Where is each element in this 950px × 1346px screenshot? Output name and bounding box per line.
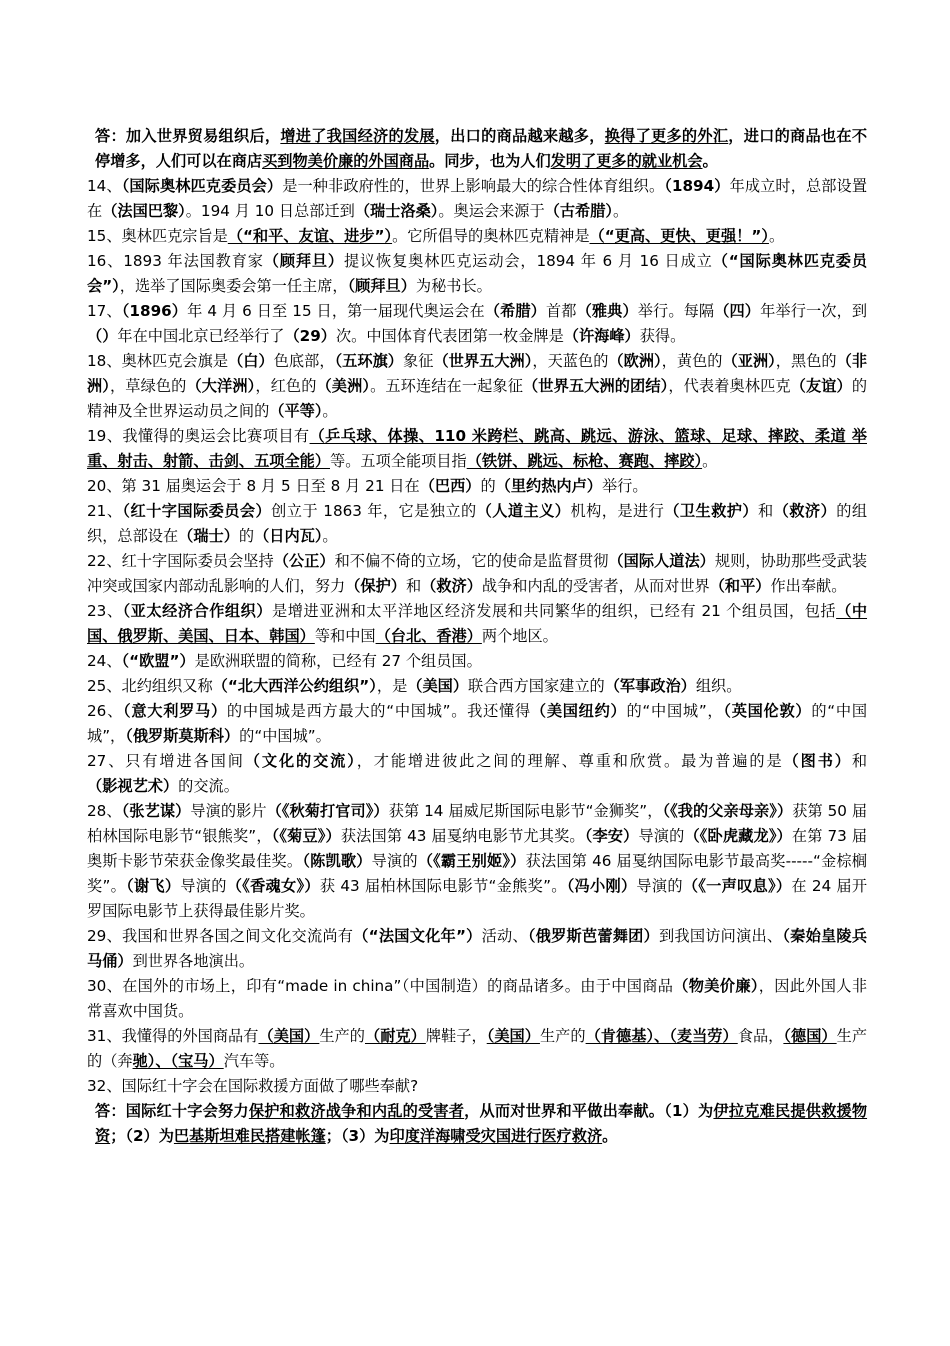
text-run: 。五环连结在一起象征: [370, 377, 523, 395]
text-run: 导演的: [638, 827, 685, 845]
text-run: 等和中国: [314, 627, 376, 645]
text-run: ，黄色的: [661, 352, 723, 370]
paragraph-21: [87, 499, 867, 549]
text-run: 生产的（奔: [87, 1027, 868, 1070]
text-run: 联合西方国家建立的: [468, 677, 605, 695]
text-run: （《霸王别姬》）: [417, 852, 526, 870]
text-run: （俄罗斯莫斯科）: [125, 727, 240, 745]
text-run: 年在中国北京已经举行了: [117, 327, 285, 345]
text-run: （《卧虎藏龙》）: [684, 827, 792, 845]
text-run: （美国）: [407, 677, 469, 695]
text-run: （亚洲）: [722, 352, 776, 370]
text-run: 举行。: [601, 477, 648, 495]
text-run: （1896）: [121, 302, 188, 320]
text-run: （物美价廉）: [673, 977, 759, 995]
text-run: 20、第 31 届奥运会于 8 月 5 日至 8 月 21 日在: [87, 477, 420, 495]
text-run: 到世界各地演出。: [132, 952, 255, 970]
text-run: 的: [480, 477, 496, 495]
text-run: （美国）: [258, 1027, 320, 1045]
text-run: （《菊豆》）: [271, 827, 341, 845]
text-run: （希腊）: [484, 302, 546, 320]
text-run: 保护和救济战争和内乱的受害者: [248, 1102, 465, 1120]
text-run: （《我的父亲母亲》）: [662, 802, 793, 820]
text-run: 巴基斯坦难民搭建帐篷: [173, 1127, 326, 1145]
text-run: （“更高、更快、更强！”）: [589, 227, 769, 245]
text-run: 。: [322, 527, 338, 545]
text-run: 获第 14 届威尼斯国际电影节“金狮奖”，: [388, 802, 663, 820]
text-run: （图书）: [783, 752, 852, 770]
text-run: （“国际奥林匹克委员会”）: [87, 252, 868, 295]
paragraph-20: [87, 474, 867, 499]
text-run: 获第 50 届柏林国际电影节“银熊奖”，: [87, 802, 868, 845]
text-run: 等。五项全能项目指: [330, 452, 467, 470]
paragraph-19: [87, 424, 867, 474]
text-run: 是欧洲联盟的简称，已经有 27 个组员国。: [194, 652, 482, 670]
text-run: （乒乓球、体操、110 米跨栏、跳高、跳远、游泳、篮球、足球、摔跤、柔道 举重、射击、射箭、击剑、五项全能）: [87, 427, 867, 470]
text-run: ，从而对世界和平做出奉献。（1）为: [464, 1102, 714, 1120]
text-run: （世界五大洲）: [433, 352, 533, 370]
text-run: （《秋菊打官司》）: [266, 802, 389, 820]
paragraph-18: [87, 349, 867, 424]
text-run: （保护）: [345, 577, 406, 595]
text-run: （友谊）: [790, 377, 852, 395]
text-run: 获得。: [639, 327, 686, 345]
text-run: 作出奉献。: [770, 577, 847, 595]
text-run: （里约热内卢）: [495, 477, 602, 495]
text-run: （瑞士洛桑）: [354, 202, 439, 220]
text-run: 到我国访问演出、: [659, 927, 783, 945]
text-run: （军事政治）: [604, 677, 696, 695]
text-run: （台北、香港）: [375, 627, 482, 645]
text-run: 象征: [403, 352, 434, 370]
text-run: （冯小刚）: [566, 877, 637, 895]
text-run: 的组织，总部设在: [87, 502, 868, 545]
text-run: 的“中国城”，: [626, 702, 724, 720]
text-run: 答：国际红十字会努力: [95, 1102, 249, 1120]
paragraph-24: [87, 649, 867, 674]
text-run: 30、在国外的市场上，印有“made in china”（中国制造）的商品诸多。由于中国商品: [87, 977, 674, 995]
text-run: 16、1893 年法国教育家: [87, 252, 264, 270]
paragraph-17: [87, 299, 867, 349]
text-run: （和平）: [709, 577, 771, 595]
text-run: 生产的: [539, 1027, 586, 1045]
text-run: ；（3）为: [325, 1127, 390, 1145]
text-run: 19、我懂得的奥运会比赛项目有: [87, 427, 310, 445]
text-run: （德国）: [783, 1027, 837, 1045]
text-run: （铁饼、跳远、标枪、赛跑、摔跤）: [466, 452, 703, 470]
text-run: 。: [602, 1127, 618, 1145]
text-run: （美洲）: [316, 377, 371, 395]
text-run: 为秘书长。: [415, 277, 492, 295]
text-run: 两个地区。: [481, 627, 558, 645]
text-run: （“和平、友谊、进步”）: [227, 227, 393, 245]
text-run: （大洋洲）: [186, 377, 256, 395]
text-run: （1894）: [664, 177, 730, 195]
text-run: （平等）: [269, 402, 323, 420]
text-run: ，黑色的: [775, 352, 837, 370]
text-run: ，草绿色的: [109, 377, 187, 395]
text-run: 获法国第 43 届戛纳电影节尤其奖。: [340, 827, 585, 845]
text-run: （谢飞）: [126, 877, 181, 895]
text-run: 的: [238, 527, 255, 545]
text-run: 。: [702, 452, 718, 470]
text-run: 和不偏不倚的立场，它的使命是监督贯彻: [334, 552, 609, 570]
text-run: （陈凯歌）: [302, 852, 372, 870]
text-run: 提议恢复奥林匹克运动会，1894 年 6 月 16 日成立: [343, 252, 713, 270]
text-run: 是增进亚洲和太平洋地区经济发展和共同繁华的组织，已经有 21 个组员国，包括: [272, 602, 837, 620]
text-run: 18、奥林匹克会旗是: [87, 352, 229, 370]
text-run: 28、: [87, 802, 122, 820]
text-run: （《香魂女》）: [226, 877, 320, 895]
text-run: ，是: [376, 677, 408, 695]
paragraph-16: [87, 249, 867, 299]
text-run: ，进口的商品也在不停增多，人们可以在商店: [95, 127, 868, 170]
text-run: 。它所倡导的奥林匹克精神是: [392, 227, 590, 245]
text-run: 和: [758, 502, 774, 520]
text-run: 的中国城是西方最大的“中国城”。我还懂得: [226, 702, 531, 720]
text-run: 32、国际红十字会在国际救援方面做了哪些奉献?: [87, 1077, 419, 1095]
text-run: 增进了我国经济的发展: [280, 127, 435, 145]
text-run: 15、奥林匹克宗旨是: [87, 227, 228, 245]
text-run: 导演的: [371, 852, 418, 870]
text-run: 。奥运会来源于: [438, 202, 545, 220]
text-run: 21、: [87, 502, 123, 520]
text-run: （29）: [284, 327, 336, 345]
text-run: （英国伦敦）: [723, 702, 812, 720]
text-run: 。: [613, 202, 629, 220]
text-run: 的交流。: [178, 777, 239, 795]
text-run: （白）: [228, 352, 274, 370]
text-run: ，出口的商品越来越多，: [434, 127, 605, 145]
text-run: 导演的: [636, 877, 683, 895]
text-run: 组织。: [695, 677, 742, 695]
text-run: （顾拜旦）: [347, 277, 416, 295]
text-run: （）: [87, 327, 118, 345]
text-run: （秦始皇陵兵马俑）: [87, 927, 868, 970]
text-run: （“法国文化年”）: [353, 927, 482, 945]
paragraph-15: [87, 224, 867, 249]
text-run: （国际人道法）: [608, 552, 715, 570]
text-run: 色底部，: [273, 352, 335, 370]
text-run: （亚太经济合作组织）: [122, 602, 273, 620]
text-run: 汽车等。: [223, 1052, 285, 1070]
text-run: 牌鞋子，: [425, 1027, 487, 1045]
text-run: ，红色的: [255, 377, 317, 395]
text-run: 年 4 月 6 日至 15 日，第一届现代奥运会在: [187, 302, 485, 320]
text-run: 25、北约组织又称: [87, 677, 213, 695]
text-run: 31、我懂得的外国商品有: [87, 1027, 259, 1045]
paragraph-30: [87, 974, 867, 1024]
text-run: 29、我国和世界各国之间文化交流尚有: [87, 927, 354, 945]
text-run: （瑞士）: [178, 527, 239, 545]
text-run: 机构，是进行: [570, 502, 665, 520]
paragraph-26: [87, 699, 867, 749]
text-run: （欧洲）: [608, 352, 662, 370]
text-run: ，代表着奥林匹克: [668, 377, 791, 395]
text-run: （意大利罗马）: [123, 702, 227, 720]
text-run: 规则，协助那些受武装冲突或国家内部动乱影响的人们，努力: [87, 552, 868, 595]
text-run: 。: [322, 402, 338, 420]
text-run: （雅典）: [576, 302, 638, 320]
text-run: 23、: [87, 602, 123, 620]
text-run: 的“中国城”。: [239, 727, 331, 745]
text-run: 驰）、（宝马）: [132, 1052, 224, 1070]
text-run: 次。中国体育代表团第一枚金牌是: [335, 327, 564, 345]
text-run: （五环旗）: [334, 352, 404, 370]
text-run: 举行。每隔: [637, 302, 715, 320]
text-run: ，天蓝色的: [532, 352, 609, 370]
text-run: 生产的: [319, 1027, 365, 1045]
text-run: （俄罗斯芭蕾舞团）: [527, 927, 659, 945]
paragraph-29: [87, 924, 867, 974]
text-run: ；（2）为: [110, 1127, 174, 1145]
text-run: 在 24 届开罗国际电影节上获得最佳影片奖。: [87, 877, 868, 920]
text-run: 战争和内乱的受害者，从而对世界: [481, 577, 710, 595]
paragraph-14: [87, 174, 867, 224]
text-run: （影视艺术）: [87, 777, 179, 795]
paragraph-25: [87, 674, 867, 699]
text-run: （张艺谋）: [121, 802, 191, 820]
text-run: 首都: [545, 302, 577, 320]
text-run: 17、: [87, 302, 122, 320]
text-run: 创立于 1863 年，它是独立的: [271, 502, 477, 520]
text-run: （顾拜旦）: [263, 252, 344, 270]
text-run: （国际奥林匹克委员会）: [121, 177, 283, 195]
text-run: （四）: [714, 302, 761, 320]
text-run: 答：加入世界贸易组织后，: [95, 127, 281, 145]
text-run: 活动、: [481, 927, 528, 945]
text-run: 年成立时，总部设置在: [87, 177, 867, 220]
text-run: （巴西）: [419, 477, 481, 495]
text-run: ，选举了国际奥委会第一任主席，: [119, 277, 348, 295]
text-run: （人道主义）: [476, 502, 571, 520]
text-run: ，才能增进彼此之间的理解、尊重和欣赏。最为普遍的是: [356, 752, 784, 770]
text-run: 。: [702, 152, 718, 170]
text-run: 27、只有增进各国间: [87, 752, 245, 770]
text-run: 食品，: [737, 1027, 784, 1045]
text-run: 发明了更多的就业机会: [550, 152, 703, 170]
text-run: 。: [768, 227, 785, 245]
text-run: 获 43 届柏林国际电影节“金熊奖”。: [319, 877, 567, 895]
text-run: 导演的影片: [190, 802, 267, 820]
text-run: 买到物美价廉的外国商品: [262, 152, 430, 170]
paragraph-23: [87, 599, 867, 649]
text-run: （中国、俄罗斯、美国、日本、韩国）: [87, 602, 868, 645]
text-run: （卫生救护）: [664, 502, 759, 520]
text-run: 伊拉克难民提供救援物资: [95, 1102, 868, 1145]
paragraph-32: [87, 1074, 867, 1099]
paragraph-22: [87, 549, 867, 599]
text-run: （“北大西洋公约组织”）: [212, 677, 377, 695]
paragraph-31: [87, 1024, 867, 1074]
text-run: （肯德基）、（麦当劳）: [585, 1027, 738, 1045]
text-run: 的“中国城”，: [87, 702, 868, 745]
text-run: （法国巴黎）: [102, 202, 186, 220]
text-run: 年举行一次，到: [760, 302, 868, 320]
text-run: 和: [851, 752, 868, 770]
paragraph-answer-13: [87, 124, 867, 174]
text-run: 。同步，也为人们: [429, 152, 551, 170]
text-run: （《一声叹息》）: [682, 877, 792, 895]
text-run: （古希腊）: [544, 202, 614, 220]
text-run: （美国纽约）: [530, 702, 627, 720]
paragraph-answer-32: [87, 1099, 867, 1149]
text-run: 是一种非政府性的，世界上影响最大的综合性体育组织。: [282, 177, 665, 195]
text-run: 导演的: [180, 877, 227, 895]
text-run: （耐克）: [364, 1027, 426, 1045]
text-run: 的精神及全世界运动员之间的: [87, 377, 868, 420]
text-run: （文化的交流）: [244, 752, 357, 770]
paragraph-28: [87, 799, 867, 924]
text-run: 印度洋海啸受灾国进行医疗救济: [389, 1127, 603, 1145]
text-run: （救济）: [773, 502, 837, 520]
text-run: 和: [405, 577, 422, 595]
text-run: 。194 月 10 日总部迁到: [185, 202, 355, 220]
text-run: ，因此外国人非常喜欢中国货。: [87, 977, 868, 1020]
text-run: 14、: [87, 177, 122, 195]
text-run: （李安）: [584, 827, 639, 845]
text-run: 获法国第 46 届戛纳国际电影节最高奖-----“金棕榈奖”。: [87, 852, 867, 895]
text-run: （日内瓦）: [254, 527, 323, 545]
text-run: （“欧盟”）: [121, 652, 195, 670]
text-run: （公正）: [273, 552, 335, 570]
text-run: （许海峰）: [563, 327, 640, 345]
text-run: （红十字国际委员会）: [122, 502, 272, 520]
text-run: （世界五大洲的团结）: [523, 377, 669, 395]
document-page: [87, 124, 867, 1149]
text-run: （美国）: [486, 1027, 540, 1045]
text-run: 26、: [87, 702, 123, 720]
text-run: （救济）: [421, 577, 482, 595]
text-run: （非洲）: [87, 352, 868, 395]
text-run: 换得了更多的外汇: [604, 127, 729, 145]
text-run: 在第 73 届奥斯卡影节荣获金像奖最佳奖。: [87, 827, 868, 870]
text-run: 24、: [87, 652, 122, 670]
paragraph-27: [87, 749, 867, 799]
text-run: 22、红十字国际委员会坚持: [87, 552, 274, 570]
